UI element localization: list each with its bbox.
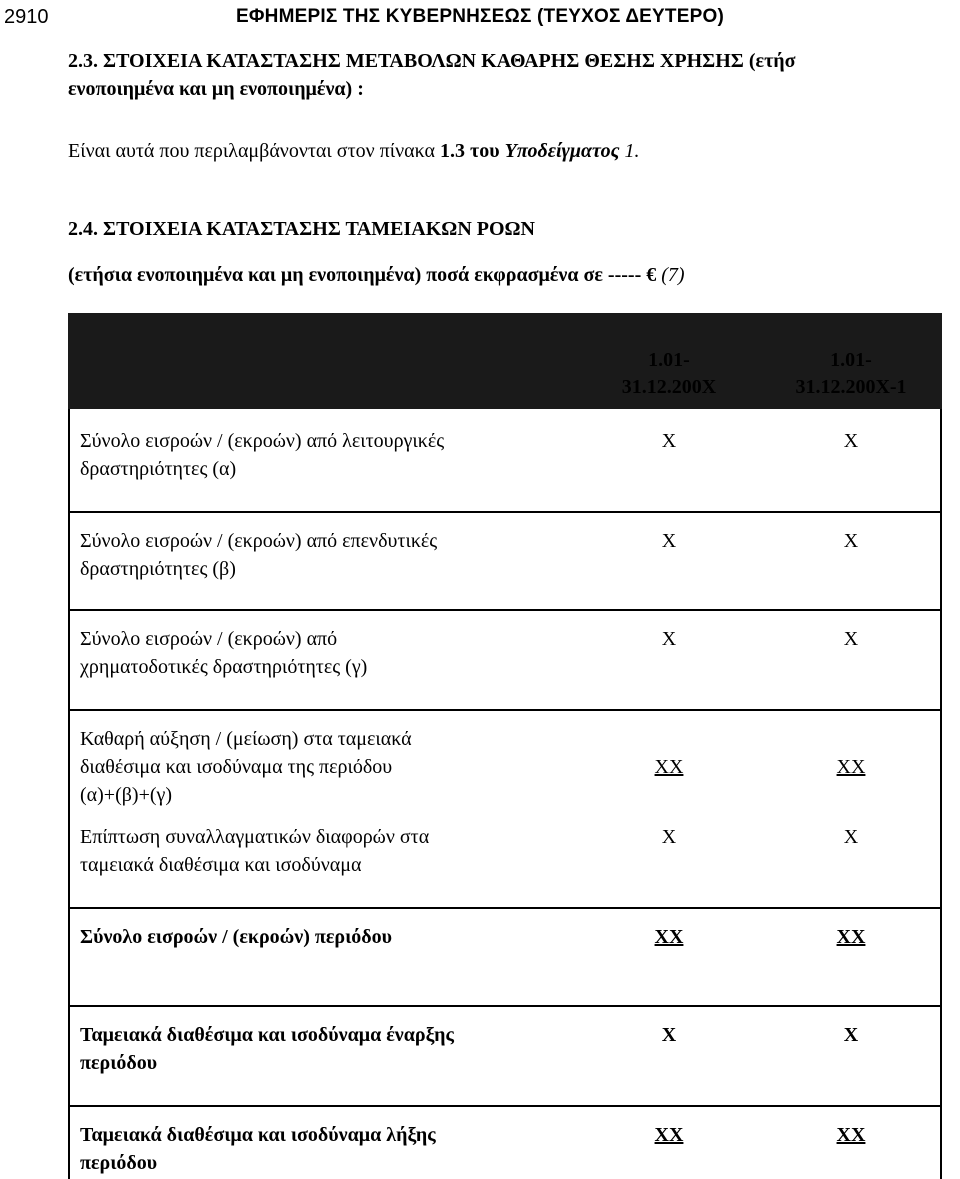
body-table-ref: 1.3 [440,140,466,162]
body-model-num: 1. [619,140,640,162]
table-cell: Χ [843,628,859,650]
table-row-label: Ταμειακά διαθέσιμα και ισοδύναμα λήξης περιόδου [80,1124,436,1174]
table-row-label: Ταμειακά διαθέσιμα και ισοδύναμα έναρξης περιόδου [80,1024,454,1074]
row-divider [68,907,942,909]
table-cell: Χ [661,430,677,452]
table-cell: ΧΧ [836,1124,866,1146]
table-row-label: Σύνολο εισροών / (εκροών) περιόδου [80,926,393,948]
row-divider [68,511,942,513]
row-divider [68,609,942,611]
table-cell: ΧΧ [836,926,866,948]
table-row-label: Καθαρή αύξηση / (μείωση) στα ταμειακά διαθέσιμα και ισοδύναμα της περιόδου (α)+(β)+(γ) [80,728,412,806]
table-right-border [940,409,942,1179]
section-2-3-title-line2: ενοποιημένα και μη ενοποιημένα) : [68,78,364,100]
table-row-label: Σύνολο εισροών / (εκροών) από λειτουργικές δραστηριότητες (α) [80,430,445,480]
table-cell: ΧΧ [654,756,684,778]
col2-header-line1: 1.01- [830,349,872,371]
section-2-3-body [68,140,640,163]
col2-header [776,347,926,401]
table-cell: ΧΧ [836,756,866,778]
section-2-4-note: (7) [661,264,685,286]
table-cell: ΧΧ [654,1124,684,1146]
table-cell: Χ [843,530,859,552]
body-middle: του [465,140,505,162]
table-left-border [68,409,70,1179]
section-2-4-subtitle-row [68,264,685,287]
table-cell: Χ [843,1024,859,1046]
page-header [0,0,960,34]
row-divider [68,1005,942,1007]
col1-header-line1: 1.01- [648,349,690,371]
table-cell: ΧΧ [654,926,684,948]
col1-header-line2: 31.12.200Χ [621,376,717,398]
body-model: Υποδείγματος [504,140,620,162]
gazette-title: ΕΦΗΜΕΡΙΣ ΤΗΣ ΚΥΒΕΡΝΗΣΕΩΣ (ΤΕΥΧΟΣ ΔΕΥΤΕΡΟ) [236,6,724,27]
table-cell: Χ [661,1024,677,1046]
section-2-4-title: 2.4. ΣΤΟΙΧΕΙΑ ΚΑΤΑΣΤΑΣΗΣ ΤΑΜΕΙΑΚΩΝ ΡΟΩΝ [68,218,535,240]
table-cell: Χ [661,530,677,552]
section-2-3-title-line1: 2.3. ΣΤΟΙΧΕΙΑ ΚΑΤΑΣΤΑΣΗΣ ΜΕΤΑΒΟΛΩΝ ΚΑΘΑΡΗΣ ΘΕΣΗΣ ΧΡΗΣΗΣ (ετήσ [68,50,796,72]
table-row-label: Σύνολο εισροών / (εκροών) από επενδυτικές δραστηριότητες (β) [80,530,438,580]
col2-header-line2: 31.12.200Χ-1 [795,376,907,398]
row-divider [68,1105,942,1107]
table-cell: Χ [661,826,677,848]
section-2-4-subtitle: (ετήσια ενοποιημένα και μη ενοποιημένα) ποσά εκφρασμένα σε ----- € [68,264,657,286]
table-row-label: Σύνολο εισροών / (εκροών) από χρηματοδοτικές δραστηριότητες (γ) [80,628,368,678]
body-prefix: Είναι αυτά που περιλαμβάνονται στον πίνακα [68,140,441,162]
col1-header [594,347,744,401]
table-cell: Χ [843,826,859,848]
cash-flow-table [68,313,942,1179]
table-cell: Χ [843,430,859,452]
page-number: 2910 [4,6,49,28]
table-row-label: Επίπτωση συναλλαγματικών διαφορών στα ταμειακά διαθέσιμα και ισοδύναμα [80,826,430,876]
row-divider [68,709,942,711]
table-cell: Χ [661,628,677,650]
